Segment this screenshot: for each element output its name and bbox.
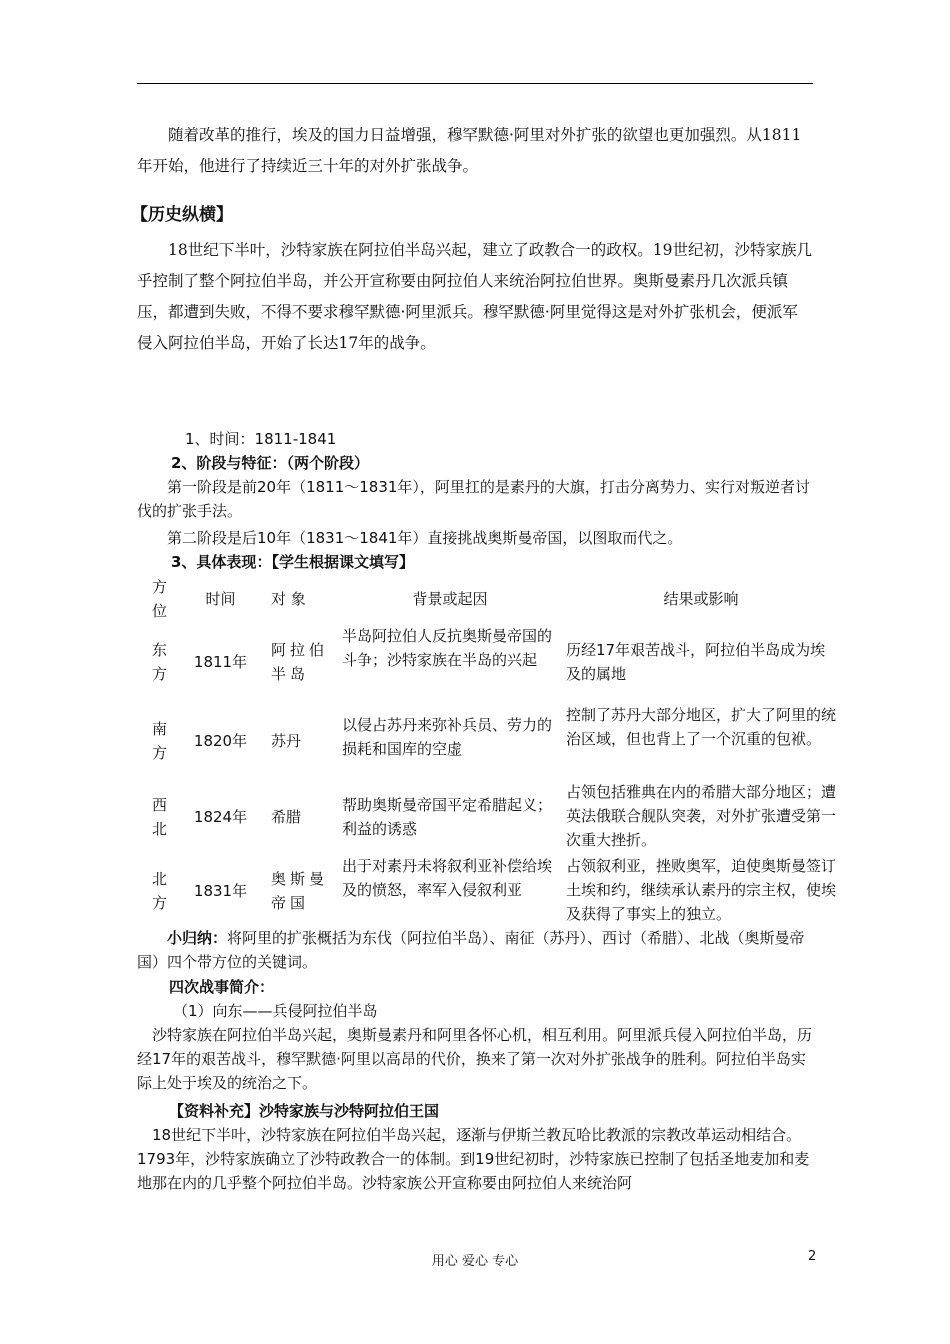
page-number: 2	[808, 1249, 817, 1264]
table-row	[137, 624, 837, 699]
item-time: 1、时间：1811-1841	[185, 430, 337, 448]
cell-target: 阿拉伯半岛	[271, 640, 329, 683]
item-details: 3、具体表现：【学生根据课文填写】	[171, 553, 414, 571]
header-rule	[137, 83, 813, 84]
war-one-title: （1）向东——兵侵阿拉伯半岛	[173, 1002, 378, 1020]
cell-time: 1831年	[193, 882, 248, 900]
cell-target: 苏丹	[271, 731, 302, 750]
stage-one: 第一阶段是前20年（1811～1831年），阿里扛的是素丹的大旗，打击分离势力、实行对叛逆者讨伐的扩张手法。	[137, 478, 810, 520]
cell-direction: 南方	[151, 719, 167, 762]
page-footer: 用心 爱心 专心	[431, 1254, 519, 1269]
summary-label: 小归纳：	[167, 929, 228, 947]
summary-paragraph	[137, 926, 813, 974]
expansion-table	[137, 574, 837, 928]
cell-target: 希腊	[271, 808, 302, 826]
cell-cause: 以侵占苏丹来弥补兵员、劳力的损耗和国库的空虚	[342, 716, 553, 758]
cell-result: 占领叙利亚，挫败奥军，迫使奥斯曼签订土埃和约，继续承认素丹的宗主权，使埃及获得了事实上的独立。	[566, 857, 837, 923]
item-stages: 2、阶段与特征：（两个阶段）	[171, 454, 369, 472]
history-heading: 【历史纵横】	[131, 205, 233, 225]
cell-target: 奥斯曼帝国	[271, 870, 329, 912]
table-row	[137, 703, 837, 778]
cell-result: 历经17年艰苦战斗，阿拉伯半岛成为埃及的属地	[566, 640, 826, 683]
cell-time: 1811年	[193, 652, 248, 671]
history-paragraph: 18世纪下半叶，沙特家族在阿拉伯半岛兴起，建立了政教合一的政权。19世纪初，沙特家族几乎控制了整个阿拉伯半岛，并公开宣称要由阿拉伯人来统治阿拉伯世界。奥斯曼素丹几次派兵镇压，都遭到失败，不得不要求穆罕默德·阿里派兵。穆罕默德·阿里觉得这是对外扩张机会，便派军侵入阿拉伯半岛，开始了长达17年的战争。	[137, 241, 812, 352]
war-one-text: 沙特家族在阿拉伯半岛兴起，奥斯曼素丹和阿里各怀心机，相互利用。阿里派兵侵入阿拉伯半岛，历经17年的艰苦战斗，穆罕默德·阿里以高昂的代价，换来了第一次对外扩张战争的胜利。阿拉伯半岛实际上处于埃及的统治之下。	[137, 1026, 813, 1092]
four-wars-heading: 四次战事简介：	[169, 978, 275, 996]
table-row	[137, 854, 837, 928]
header-cause: 背景或起因	[412, 590, 488, 608]
header-direction: 方位	[151, 578, 167, 620]
intro-paragraph: 随着改革的推行，埃及的国力日益增强，穆罕默德·阿里对外扩张的欲望也更加强烈。从1811年开始，他进行了持续近三十年的对外扩张战争。	[137, 126, 802, 175]
cell-direction: 北方	[151, 870, 167, 912]
header-time: 时间	[205, 590, 236, 608]
cell-direction: 西北	[151, 796, 167, 838]
cell-cause: 出于对素丹未将叙利亚补偿给埃及的愤怒，率军入侵叙利亚	[342, 857, 553, 899]
supplement-text: 18世纪下半叶，沙特家族在阿拉伯半岛兴起，逐渐与伊斯兰教瓦哈比教派的宗教改革运动相结合。1793年，沙特家族确立了沙特政教合一的体制。到19世纪初时，沙特家族已控制了包括圣地麦加和麦地那在内的几乎整个阿拉伯半岛。沙特家族公开宣称要由阿拉伯人来统治阿	[137, 1126, 810, 1192]
supplement-heading: 【资料补充】沙特家族与沙特阿拉伯王国	[169, 1102, 440, 1120]
cell-result: 控制了苏丹大部分地区，扩大了阿里的统治区域，但也背上了一个沉重的包袱。	[566, 706, 837, 748]
cell-cause: 帮助奥斯曼帝国平定希腊起义；利益的诱惑	[342, 796, 553, 838]
table-row	[137, 780, 837, 854]
stage-two: 第二阶段是后10年（1831～1841年）直接挑战奥斯曼帝国，以图取而代之。	[167, 529, 683, 547]
table-header-row	[137, 574, 837, 624]
header-target: 对 象	[271, 590, 306, 608]
cell-time: 1820年	[193, 731, 248, 750]
header-result: 结果或影响	[663, 590, 739, 608]
cell-direction: 东方	[151, 640, 167, 683]
summary-text: 将阿里的扩张概括为东伐（阿拉伯半岛）、南征（苏丹）、西讨（希腊）、北战（奥斯曼帝国）四个带方位的关键词。	[137, 929, 805, 971]
cell-result: 占领包括雅典在内的希腊大部分地区；遭英法俄联合舰队突袭，对外扩张遭受第一次重大挫折。	[566, 783, 837, 849]
cell-time: 1824年	[193, 808, 248, 826]
cell-cause: 半岛阿拉伯人反抗奥斯曼帝国的斗争；沙特家族在半岛的兴起	[342, 627, 553, 669]
